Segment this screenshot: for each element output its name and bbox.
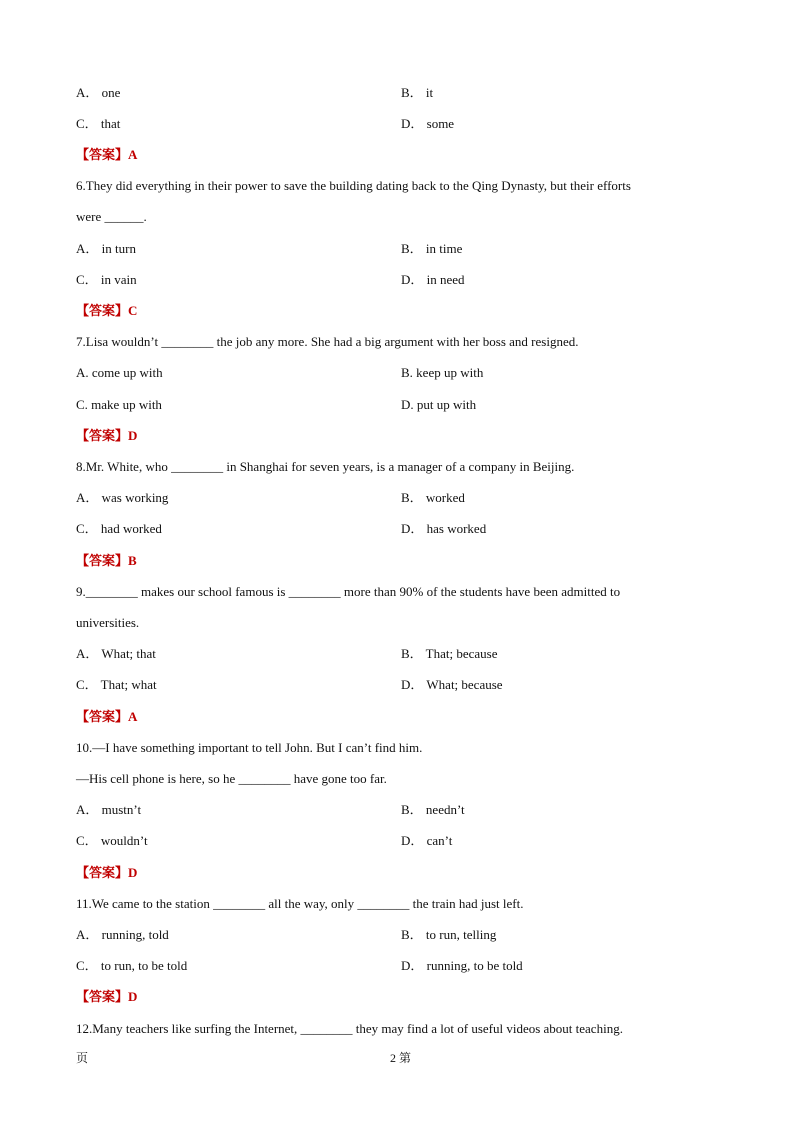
q7-option-b: B. keep up with xyxy=(401,365,484,380)
q7-answer: 【答案】D xyxy=(76,428,138,443)
q7-option-c: C. make up with xyxy=(76,397,162,412)
q5-option-c: C． that xyxy=(76,116,121,131)
q6-option-b: B． in time xyxy=(401,241,463,256)
q8-option-a: A． was working xyxy=(76,490,169,505)
q11-option-d: D． running, to be told xyxy=(401,958,523,973)
page-number: 2 第 xyxy=(390,1051,412,1065)
q12-stem-line-1: 12.Many teachers like surfing the Internet, ________ they may find a lot of useful videos about teaching. xyxy=(76,1021,623,1036)
q5-option-d: D． some xyxy=(401,116,455,131)
q11-option-c: C． to run, to be told xyxy=(76,958,188,973)
q8-option-c: C． had worked xyxy=(76,521,162,536)
footer-left: 页 xyxy=(76,1051,89,1065)
q7-option-a: A. come up with xyxy=(76,365,163,380)
q10-option-a: A． mustn’t xyxy=(76,802,142,817)
q11-answer: 【答案】D xyxy=(76,989,138,1004)
q10-option-d: D． can’t xyxy=(401,833,453,848)
q6-option-a: A． in turn xyxy=(76,241,136,256)
q7-stem-line-1: 7.Lisa wouldn’t ________ the job any more. She had a big argument with her boss and resigned. xyxy=(76,334,579,349)
q11-option-b: B． to run, telling xyxy=(401,927,497,942)
q8-stem-line-1: 8.Mr. White, who ________ in Shanghai for seven years, is a manager of a company in Beijing. xyxy=(76,459,575,474)
q5-option-a: A． one xyxy=(76,85,121,100)
q9-option-c: C． That; what xyxy=(76,677,157,692)
q9-option-b: B． That; because xyxy=(401,646,498,661)
q6-stem-line-1: 6.They did everything in their power to save the building dating back to the Qing Dynasty, but their efforts xyxy=(76,178,631,193)
q9-stem-line-1: 9.________ makes our school famous is ________ more than 90% of the students have been admitted to xyxy=(76,584,621,599)
q6-option-c: C． in vain xyxy=(76,272,137,287)
q6-option-d: D． in need xyxy=(401,272,465,287)
q8-option-b: B． worked xyxy=(401,490,465,505)
q9-answer: 【答案】A xyxy=(76,709,138,724)
q10-answer: 【答案】D xyxy=(76,865,138,880)
q10-stem-line-1: 10.—I have something important to tell John. But I can’t find him. xyxy=(76,740,423,755)
q8-option-d: D． has worked xyxy=(401,521,487,536)
q11-stem-line-1: 11.We came to the station ________ all the way, only ________ the train had just left. xyxy=(76,896,524,911)
q5-option-b: B． it xyxy=(401,85,434,100)
q6-answer: 【答案】C xyxy=(76,303,138,318)
q10-stem-line-2: —His cell phone is here, so he ________ have gone too far. xyxy=(76,771,387,786)
q7-option-d: D. put up with xyxy=(401,397,477,412)
q9-stem-line-2: universities. xyxy=(76,615,140,630)
q10-option-b: B． needn’t xyxy=(401,802,465,817)
q6-stem-line-2: were ______. xyxy=(76,209,147,224)
q11-option-a: A． running, told xyxy=(76,927,169,942)
q8-answer: 【答案】B xyxy=(76,553,137,568)
q10-option-c: C． wouldn’t xyxy=(76,833,148,848)
q5-answer: 【答案】A xyxy=(76,147,138,162)
q9-option-a: A． What; that xyxy=(76,646,156,661)
q9-option-d: D． What; because xyxy=(401,677,503,692)
